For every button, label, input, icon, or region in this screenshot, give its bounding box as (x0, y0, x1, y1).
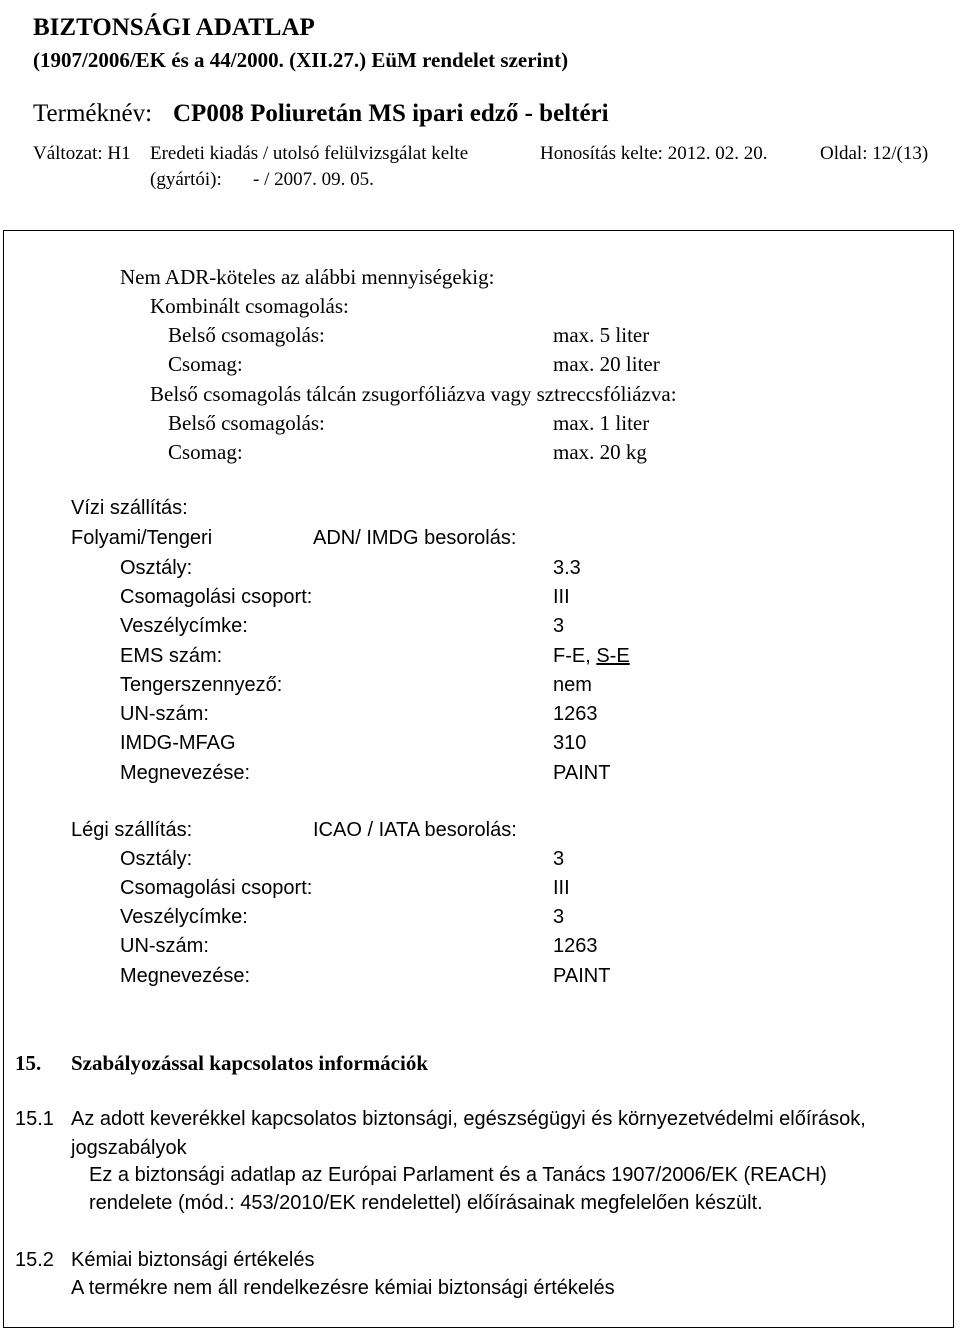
air-row-label: Osztály: (120, 848, 193, 870)
adr-pack2-label: Csomag: (168, 440, 243, 464)
air-classification: ICAO / IATA besorolás: (313, 819, 517, 841)
subsection-title: Kémiai biztonsági értékelés (71, 1249, 315, 1271)
section-title: Szabályozással kapcsolatos információk (71, 1051, 429, 1075)
page-number: Oldal: 12/(13) (820, 143, 929, 164)
water-row-value: 3 (553, 615, 565, 637)
air-row-label: Veszélycímke: (120, 906, 248, 928)
adr-pack1-label: Csomag: (168, 352, 243, 376)
water-row-label: Csomagolási csoport: (120, 586, 313, 608)
water-row-value: nem (553, 674, 592, 696)
adr-pack2-value: max. 20 kg (553, 440, 647, 464)
adr-combined: Kombinált csomagolás: (150, 294, 349, 318)
adr-inner2-label: Belső csomagolás: (168, 411, 325, 435)
document-title: BIZTONSÁGI ADATLAP (33, 14, 315, 41)
issue-label: Eredeti kiadás / utolsó felülvizsgálat kelte (150, 143, 469, 164)
adr-shrink: Belső csomagolás tálcán zsugorfóliázva vagy sztreccsfóliázva: (150, 382, 677, 406)
validity-date: Honosítás kelte: 2012. 02. 20. (540, 143, 768, 164)
adr-intro: Nem ADR-köteles az alábbi mennyiségekig: (120, 265, 495, 289)
air-title: Légi szállítás: (71, 819, 193, 841)
water-row-value: 3.3 (553, 557, 581, 579)
air-row-value: 3 (553, 906, 565, 928)
air-row-label: Megnevezése: (120, 965, 251, 987)
water-title: Vízi szállítás: (71, 497, 188, 519)
adr-inner1-label: Belső csomagolás: (168, 323, 325, 347)
water-row-label: UN-szám: (120, 703, 209, 725)
air-row-label: UN-szám: (120, 935, 209, 957)
ems-value: F-E, S-E (553, 645, 630, 667)
issue-sub-label: (gyártói): (150, 169, 222, 190)
water-row-label: Tengerszennyező: (120, 674, 283, 696)
version: Változat: H1 (33, 143, 131, 164)
subsection-title: Az adott keverékkel kapcsolatos biztonsági, egészségügyi és környezetvédelmi előírások, (71, 1108, 866, 1130)
adr-pack1-value: max. 20 liter (553, 352, 660, 376)
water-row-label: Veszélycímke: (120, 615, 248, 637)
air-row-value: PAINT (553, 965, 611, 987)
water-row-label: Osztály: (120, 557, 193, 579)
water-row-value: 310 (553, 732, 587, 754)
subsection-text: A termékre nem áll rendelkezésre kémiai biztonsági értékelés (71, 1277, 615, 1299)
subsection-title-cont: jogszabályok (71, 1137, 187, 1159)
air-row-value: III (553, 877, 570, 899)
section-number: 15. (15, 1051, 42, 1075)
water-row-label: Megnevezése: (120, 762, 251, 784)
water-row-label: IMDG-MFAG (120, 732, 236, 754)
subsection-text-cont: rendelete (mód.: 453/2010/EK rendelettel) előírásainak megfelelően készült. (89, 1192, 763, 1214)
document-subtitle: (1907/2006/EK és a 44/2000. (XII.27.) EüM rendelet szerint) (33, 48, 569, 72)
water-row-value: PAINT (553, 762, 611, 784)
water-row-value: III (553, 586, 570, 608)
subsection-number: 15.2 (15, 1249, 54, 1271)
water-row-label: EMS szám: (120, 645, 223, 667)
water-mode: Folyami/Tengeri (71, 527, 213, 549)
subsection-number: 15.1 (15, 1108, 54, 1130)
product-label: Terméknév: (33, 100, 153, 127)
air-row-label: Csomagolási csoport: (120, 877, 313, 899)
product-name: CP008 Poliuretán MS ipari edző - beltéri (173, 100, 609, 127)
adr-inner2-value: max. 1 liter (553, 411, 650, 435)
issue-date: - / 2007. 09. 05. (253, 169, 374, 190)
adr-inner1-value: max. 5 liter (553, 323, 650, 347)
air-row-value: 1263 (553, 935, 598, 957)
air-row-value: 3 (553, 848, 565, 870)
ems-value-underlined: S-E (596, 645, 630, 667)
water-row-value: 1263 (553, 703, 598, 725)
water-classification: ADN/ IMDG besorolás: (313, 527, 517, 549)
subsection-text: Ez a biztonsági adatlap az Európai Parlament és a Tanács 1907/2006/EK (REACH) (89, 1164, 827, 1186)
